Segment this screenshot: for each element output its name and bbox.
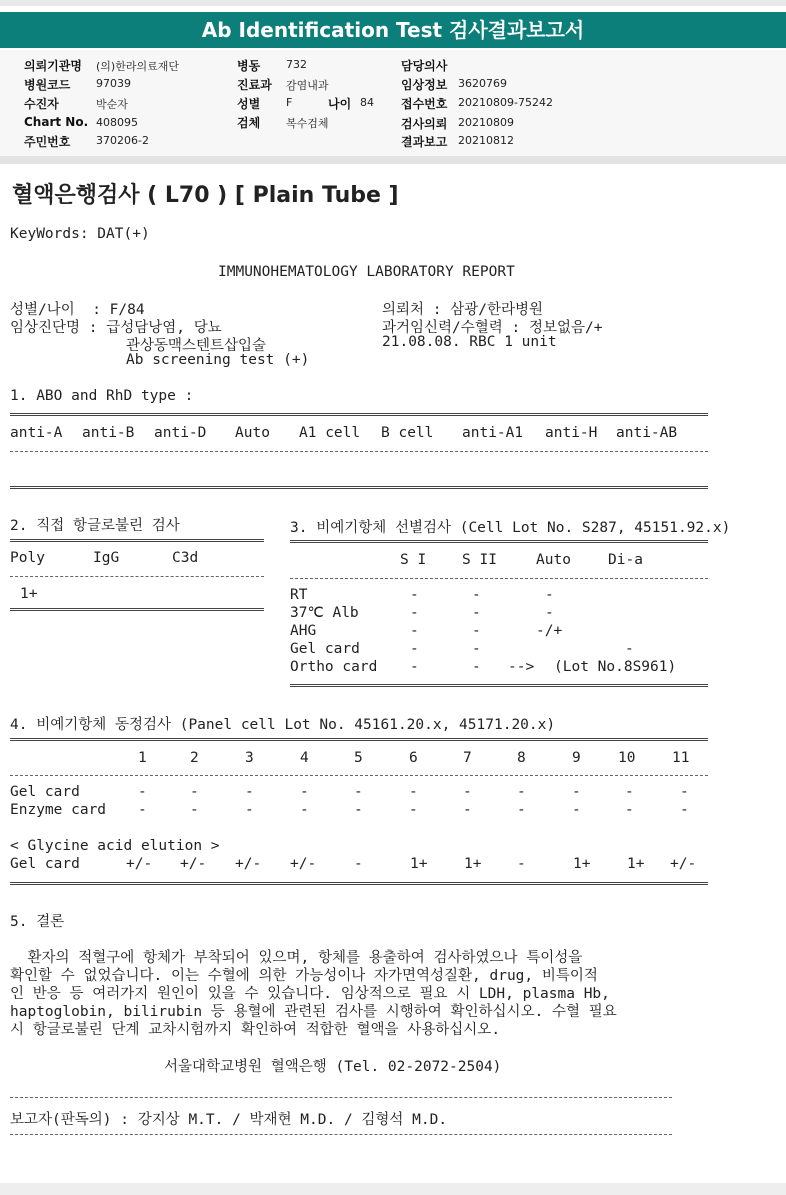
clinical-diagnosis: 임상진단명 : 급성담낭염, 당뇨 bbox=[10, 320, 222, 336]
panel-col-header: 8 bbox=[517, 750, 526, 766]
panel-col-header: 11 bbox=[672, 750, 690, 766]
double-rule bbox=[10, 608, 264, 611]
conclusion-line: 시 항글로불린 단계 교차시험까지 확인하여 적합한 혈액을 사용하십시오. bbox=[10, 1022, 501, 1038]
info-label: 주민번호 bbox=[24, 135, 71, 149]
panel-col-header: 4 bbox=[300, 750, 309, 766]
panel-cell: - bbox=[680, 802, 689, 818]
requesting-institution: 의뢰처 : 삼광/한라병원 bbox=[382, 302, 543, 318]
panel-section-title: 4. 비예기항체 동정검사 (Panel cell Lot No. 45161.20.x, 45171.20.x) bbox=[10, 717, 556, 733]
elution-cell: - bbox=[354, 856, 363, 872]
screen-cell: - bbox=[410, 659, 419, 675]
dat-header: C3d bbox=[172, 550, 199, 566]
abo-header: anti-B bbox=[82, 425, 135, 441]
screen-cell: - bbox=[410, 605, 419, 621]
double-rule bbox=[10, 413, 708, 416]
info-label: 진료과 bbox=[237, 78, 272, 92]
panel-cell: - bbox=[463, 802, 472, 818]
screen-cell: - bbox=[410, 623, 419, 639]
panel-col-header: 3 bbox=[245, 750, 254, 766]
dat-header: Poly bbox=[10, 550, 45, 566]
info-label: 임상정보 bbox=[401, 78, 448, 92]
screen-section-title: 3. 비예기항체 선별검사 (Cell Lot No. S287, 45151.92.x) bbox=[290, 520, 731, 536]
info-value: 감염내과 bbox=[286, 79, 329, 92]
dat-section-title: 2. 직접 항글로불린 검사 bbox=[10, 518, 180, 534]
screen-header: S II bbox=[462, 552, 497, 568]
conclusion-line: 인 반응 등 여러가지 원인이 있을 수 있습니다. 임상적으로 필요 시 LDH, plasma Hb, bbox=[10, 986, 610, 1002]
panel-col-header: 2 bbox=[190, 750, 199, 766]
dashed-rule bbox=[10, 451, 708, 452]
panel-cell: - bbox=[300, 802, 309, 818]
panel-row-label: Gel card bbox=[10, 784, 80, 800]
panel-cell: - bbox=[572, 802, 581, 818]
screen-cell: - bbox=[545, 587, 554, 603]
section-divider bbox=[0, 156, 786, 164]
info-value: 복수검체 bbox=[286, 117, 329, 130]
clinical-diagnosis-cont: 관상동맥스텐트삽입술 bbox=[126, 338, 267, 354]
panel-cell: - bbox=[680, 784, 689, 800]
info-label: 결과보고 bbox=[401, 135, 448, 149]
elution-cell: +/- bbox=[290, 856, 317, 872]
double-rule bbox=[10, 486, 708, 489]
screening-result: Ab screening test (+) bbox=[126, 352, 310, 368]
screen-cell: - bbox=[410, 587, 419, 603]
abo-header: anti-AB bbox=[616, 425, 678, 441]
patient-sex-age: 성별/나이 : F/84 bbox=[10, 302, 145, 318]
panel-cell: - bbox=[625, 784, 634, 800]
screen-cell: - bbox=[472, 623, 481, 639]
screen-cell: - bbox=[545, 605, 554, 621]
panel-col-header: 6 bbox=[409, 750, 418, 766]
info-label: 병원코드 bbox=[24, 78, 71, 92]
panel-cell: - bbox=[138, 784, 147, 800]
screen-row-label: Ortho card bbox=[290, 659, 378, 675]
conclusion-line: haptoglobin, bilirubin 등 용혈에 관련된 검사를 시행하여 확인하십시오. 수혈 필요 bbox=[10, 1004, 617, 1020]
report-banner-title: Ab Identification Test 검사결과보고서 bbox=[0, 12, 786, 48]
info-label: 성별 bbox=[237, 97, 261, 111]
reporter-line: 보고자(판독의) : 강지상 M.T. / 박재현 M.D. / 김형석 M.D. bbox=[10, 1112, 448, 1128]
panel-row-label: Enzyme card bbox=[10, 802, 107, 818]
elution-title: < Glycine acid elution > bbox=[10, 838, 220, 854]
info-label: 수진자 bbox=[24, 97, 59, 111]
info-value: 박순자 bbox=[96, 98, 128, 111]
screen-row-label: AHG bbox=[290, 623, 317, 639]
screen-row-label: 37℃ Alb bbox=[290, 605, 359, 621]
elution-cell: - bbox=[517, 856, 526, 872]
footer-strip bbox=[0, 1183, 786, 1195]
panel-cell: - bbox=[517, 784, 526, 800]
info-value: 732 bbox=[286, 58, 307, 71]
info-value: 370206-2 bbox=[96, 134, 149, 147]
abo-header: A1 cell bbox=[299, 425, 361, 441]
dashed-rule bbox=[10, 775, 708, 776]
info-value: 20210809 bbox=[458, 116, 514, 129]
info-label: 담당의사 bbox=[401, 59, 448, 73]
info-value: (의)한라의료재단 bbox=[96, 60, 179, 73]
info-label: 나이 bbox=[328, 97, 352, 111]
conclusion-line: 확인할 수 없었습니다. 이는 수혈에 의한 가능성이나 자가면역성질환, drug, 비특이적 bbox=[10, 968, 598, 984]
info-label: Chart No. bbox=[24, 115, 89, 129]
report-title: IMMUNOHEMATOLOGY LABORATORY REPORT bbox=[218, 264, 515, 280]
panel-col-header: 10 bbox=[618, 750, 636, 766]
elution-cell: 1+ bbox=[410, 856, 428, 872]
panel-cell: - bbox=[625, 802, 634, 818]
info-value: F bbox=[286, 96, 293, 109]
screen-cell: - bbox=[410, 641, 419, 657]
info-label: 검체 bbox=[237, 116, 261, 130]
double-rule bbox=[10, 539, 264, 542]
abo-header: anti-A1 bbox=[462, 425, 524, 441]
panel-col-header: 5 bbox=[354, 750, 363, 766]
elution-cell: 1+ bbox=[464, 856, 482, 872]
panel-cell: - bbox=[300, 784, 309, 800]
info-value: 20210809-75242 bbox=[458, 96, 553, 109]
panel-col-header: 7 bbox=[463, 750, 472, 766]
dat-value: 1+ bbox=[20, 586, 38, 602]
screen-cell: - bbox=[472, 659, 481, 675]
screen-cell: - bbox=[472, 605, 481, 621]
panel-cell: - bbox=[138, 802, 147, 818]
screen-cell: -/+ bbox=[536, 623, 563, 639]
dat-header: IgG bbox=[93, 550, 120, 566]
double-rule bbox=[10, 882, 708, 885]
elution-cell: +/- bbox=[126, 856, 153, 872]
elution-cell: 1+ bbox=[627, 856, 645, 872]
screen-row-label: Gel card bbox=[290, 641, 360, 657]
panel-cell: - bbox=[572, 784, 581, 800]
screen-cell: --> bbox=[508, 659, 535, 675]
panel-cell: - bbox=[409, 802, 418, 818]
abo-section-title: 1. ABO and RhD type : bbox=[10, 388, 194, 404]
screen-row-label: RT bbox=[290, 587, 308, 603]
screen-cell: (Lot No.8S961) bbox=[554, 659, 677, 675]
screen-cell: - bbox=[472, 587, 481, 603]
screen-header: Auto bbox=[536, 552, 571, 568]
elution-cell: 1+ bbox=[573, 856, 591, 872]
panel-col-header: 9 bbox=[572, 750, 581, 766]
institution-line: 서울대학교병원 혈액은행 (Tel. 02-2072-2504) bbox=[164, 1059, 502, 1075]
abo-header: anti-A bbox=[10, 425, 63, 441]
panel-row-label: Gel card bbox=[10, 856, 80, 872]
info-label: 검사의뢰 bbox=[401, 117, 448, 131]
double-rule bbox=[290, 684, 708, 687]
info-value: 97039 bbox=[96, 77, 131, 90]
panel-cell: - bbox=[190, 802, 199, 818]
abo-header: B cell bbox=[381, 425, 434, 441]
panel-col-header: 1 bbox=[138, 750, 147, 766]
info-value: 3620769 bbox=[458, 77, 507, 90]
info-value: 84 bbox=[360, 96, 374, 109]
abo-header: anti-H bbox=[545, 425, 598, 441]
dashed-rule bbox=[10, 1134, 672, 1135]
transfusion-history: 과거임신력/수혈력 : 정보없음/+ bbox=[382, 320, 603, 336]
info-value: 20210812 bbox=[458, 134, 514, 147]
transfusion-detail: 21.08.08. RBC 1 unit bbox=[382, 334, 557, 350]
panel-cell: - bbox=[463, 784, 472, 800]
double-rule bbox=[290, 540, 708, 543]
panel-cell: - bbox=[517, 802, 526, 818]
elution-cell: +/- bbox=[235, 856, 262, 872]
dashed-rule bbox=[290, 578, 708, 579]
elution-cell: +/- bbox=[180, 856, 207, 872]
info-label: 접수번호 bbox=[401, 97, 448, 111]
screen-cell: - bbox=[472, 641, 481, 657]
panel-cell: - bbox=[190, 784, 199, 800]
panel-cell: - bbox=[245, 784, 254, 800]
screen-header: Di-a bbox=[608, 552, 643, 568]
info-label: 의뢰기관명 bbox=[24, 59, 82, 73]
screen-cell: - bbox=[625, 641, 634, 657]
panel-cell: - bbox=[354, 802, 363, 818]
panel-cell: - bbox=[354, 784, 363, 800]
document-title: 혈액은행검사 ( L70 ) [ Plain Tube ] bbox=[12, 183, 399, 208]
conclusion-line: 환자의 적혈구에 항체가 부착되어 있으며, 항체를 용출하여 검사하였으나 특이성을 bbox=[10, 950, 583, 966]
screen-header: S I bbox=[400, 552, 427, 568]
elution-cell: +/- bbox=[670, 856, 697, 872]
keywords: KeyWords: DAT(+) bbox=[10, 226, 150, 242]
top-strip bbox=[0, 0, 786, 6]
abo-header: Auto bbox=[235, 425, 270, 441]
patient-info-panel bbox=[0, 50, 786, 156]
panel-cell: - bbox=[409, 784, 418, 800]
info-label: 병동 bbox=[237, 59, 261, 73]
dashed-rule bbox=[10, 1097, 672, 1098]
info-value: 408095 bbox=[96, 116, 138, 129]
conclusion-title: 5. 결론 bbox=[10, 914, 65, 930]
dashed-rule bbox=[10, 576, 264, 577]
abo-header: anti-D bbox=[154, 425, 207, 441]
double-rule bbox=[10, 738, 708, 741]
panel-cell: - bbox=[245, 802, 254, 818]
